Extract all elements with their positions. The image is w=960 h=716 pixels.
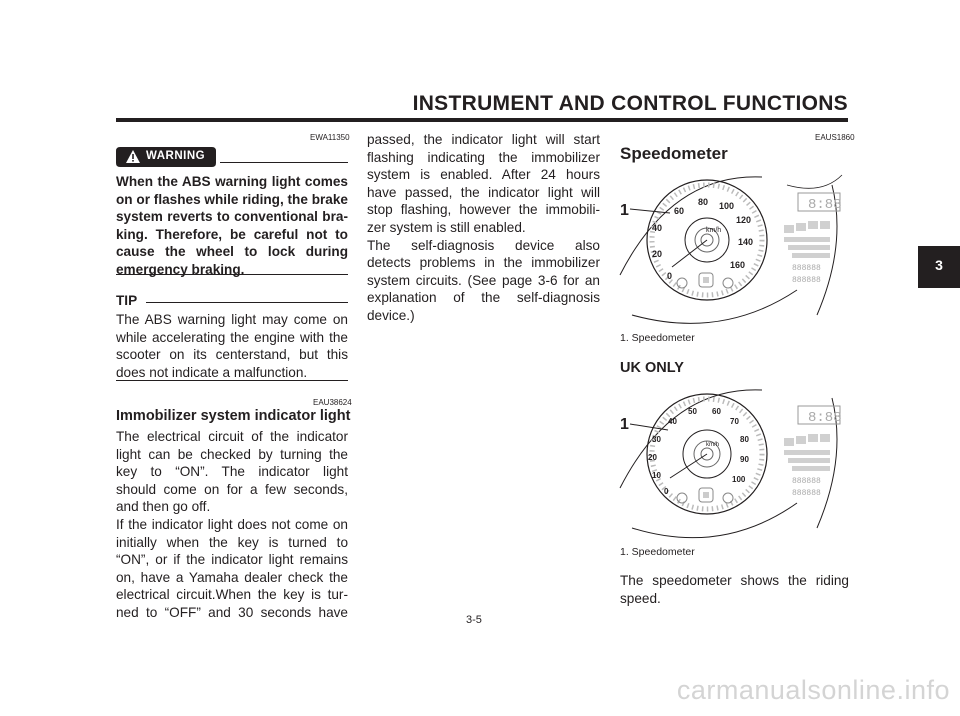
warning-text <box>116 173 348 279</box>
figure2-callout-number: 1 <box>620 416 629 433</box>
warning-top-rule <box>220 162 348 163</box>
speedometer-text <box>620 572 849 607</box>
warning-header <box>116 147 348 167</box>
immobilizer-line: system circuits. (See page 3-6 for an <box>367 272 600 288</box>
dial-tick-label: 10 <box>652 471 661 480</box>
watermark: carmanualsonline.info <box>676 675 950 705</box>
warning-line: on or flashes while riding, the brake <box>116 191 348 207</box>
uk-only-heading: UK ONLY <box>620 360 684 376</box>
dial-tick-label: 100 <box>732 475 746 484</box>
warning-line: When the ABS warning light comes <box>116 174 348 189</box>
dial-tick-label: 40 <box>668 417 677 426</box>
immobilizer-line: electrical circuit.When the key is tur- <box>116 587 348 603</box>
chapter-tab-number: 3 <box>935 257 943 273</box>
header-rule <box>116 118 848 122</box>
chapter-tab <box>918 246 960 288</box>
immobilizer-line: should come on for a few seconds, <box>116 481 348 497</box>
tip-line: while accelerating the engine with the <box>116 329 348 345</box>
figure1-caption: 1. Speedometer <box>620 332 695 344</box>
tip-line: The ABS warning light may come on <box>116 312 348 327</box>
speedometer-figure-1 <box>612 165 848 325</box>
tip-label: TIP <box>116 293 138 308</box>
dial-tick-label: 50 <box>688 407 697 416</box>
tip-bottom-rule <box>116 380 348 381</box>
dial-tick-label: 0 <box>667 271 673 281</box>
warning-label: WARNING <box>146 150 206 162</box>
immobilizer-line: on, have a Yamaha dealer check the <box>116 569 348 585</box>
warning-line: emergency braking. <box>116 261 245 277</box>
immobilizer-text-continued <box>367 131 600 325</box>
dial-tick-label: 140 <box>738 237 754 247</box>
immobilizer-line: zer system is still enabled. <box>367 219 526 235</box>
figure2-caption: 1. Speedometer <box>620 546 695 558</box>
dial-tick-label: 80 <box>740 435 749 444</box>
svg-text:888888: 888888 <box>792 264 821 273</box>
tip-header <box>116 293 348 311</box>
page-number: 3-5 <box>466 614 482 626</box>
tip-line: scooter on its centerstand, but this <box>116 347 348 363</box>
speedometer-code: EAUS1860 <box>815 133 855 142</box>
speedometer-line: speed. <box>620 590 661 606</box>
dial-tick-label: 70 <box>730 417 739 426</box>
immobilizer-line: have passed, the indicator light will <box>367 184 600 200</box>
speedometer-title: Speedometer <box>620 144 728 163</box>
svg-text:888888: 888888 <box>792 489 821 498</box>
immobilizer-line: The self-diagnosis device also <box>367 237 600 253</box>
dial-tick-label: 40 <box>652 223 663 233</box>
page-header-title: INSTRUMENT AND CONTROL FUNCTIONS <box>412 92 848 115</box>
immobilizer-line: detects problems in the immobilizer <box>367 255 600 271</box>
warning-line: cause the wheel to lock during <box>116 244 348 260</box>
dial-unit: km/h <box>706 227 722 234</box>
immobilizer-line: explanation of the self-diagnosis <box>367 290 600 306</box>
tip-text <box>116 311 348 381</box>
dial-tick-label: 100 <box>719 201 735 211</box>
dial-tick-label: 160 <box>730 260 746 270</box>
immobilizer-line: “ON”, or if the indicator light remains <box>116 552 348 568</box>
immobilizer-line: and then go off. <box>116 499 211 515</box>
warning-line: king. Therefore, be careful not to <box>116 226 348 242</box>
svg-text:888888: 888888 <box>792 477 821 486</box>
immobilizer-text <box>116 428 348 622</box>
dial-tick-label: 20 <box>652 249 663 259</box>
dial-tick-label: 120 <box>736 215 752 225</box>
immobilizer-line: system is enabled. After 24 hours <box>367 167 600 183</box>
warning-line: system reverts to conventional bra- <box>116 209 348 225</box>
svg-text:888888: 888888 <box>792 276 821 285</box>
dial-tick-label: 60 <box>712 407 721 416</box>
immobilizer-title: Immobilizer system indicator light <box>116 408 351 424</box>
tip-top-rule <box>146 302 348 303</box>
immobilizer-line: passed, the indicator light will start <box>367 132 600 147</box>
immobilizer-line: light can be checked by turning the <box>116 446 348 462</box>
dial-unit: km/h <box>706 442 720 448</box>
immobilizer-line: stop flashing, however the immobili- <box>367 202 600 218</box>
immobilizer-line: ned to “OFF” and 30 seconds have <box>116 604 348 620</box>
dial-tick-label: 20 <box>648 453 657 462</box>
immobilizer-line: device.) <box>367 307 415 323</box>
immobilizer-line: initially when the key is turned to <box>116 534 348 550</box>
dial-tick-label: 0 <box>664 487 669 496</box>
svg-text:8:88: 8:88 <box>808 410 842 426</box>
warning-code: EWA11350 <box>310 133 350 142</box>
immobilizer-line: If the indicator light does not come on <box>116 516 348 532</box>
speedometer-line: The speedometer shows the riding <box>620 573 849 588</box>
immobilizer-line: key to “ON”. The indicator light <box>116 464 348 480</box>
dial-tick-label: 80 <box>698 197 709 207</box>
figure1-callout-number: 1 <box>620 202 629 219</box>
immobilizer-line: The electrical circuit of the indicator <box>116 429 348 444</box>
immobilizer-code: EAU38624 <box>313 398 352 407</box>
tip-line: does not indicate a malfunction. <box>116 364 308 380</box>
speedometer-figure-2 <box>612 378 848 540</box>
warning-bottom-rule <box>116 274 348 275</box>
immobilizer-line: flashing indicating the immobilizer <box>367 149 600 165</box>
dial-tick-label: 30 <box>652 435 661 444</box>
svg-text:8:88: 8:88 <box>808 197 842 213</box>
dial-tick-label: 90 <box>740 455 749 464</box>
dial-tick-label: 60 <box>674 206 685 216</box>
